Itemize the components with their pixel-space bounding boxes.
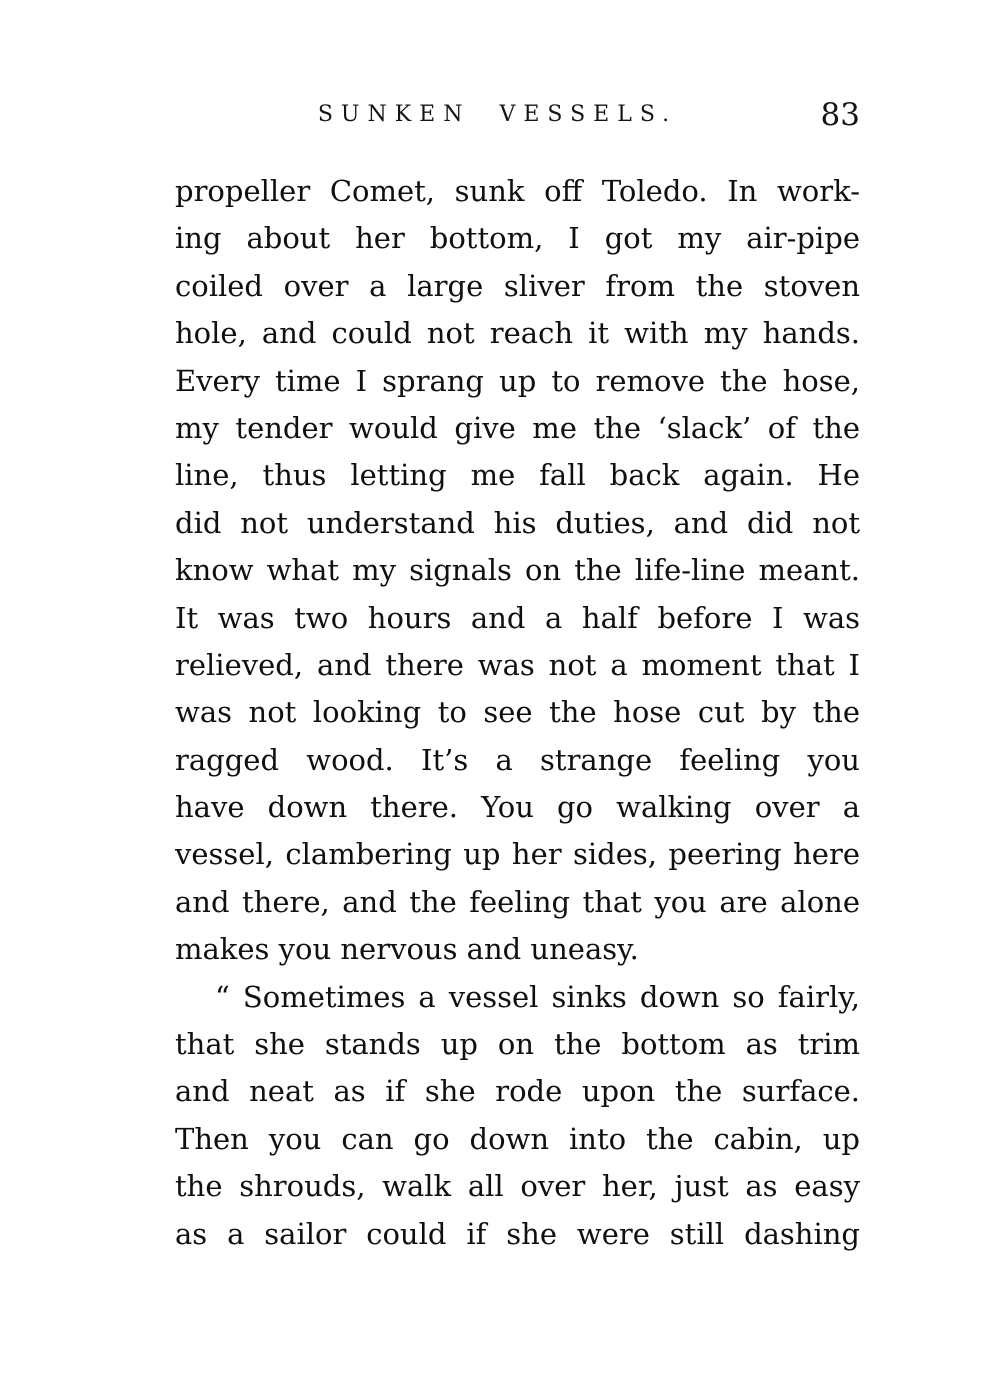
text-line: Then you can go down into the cabin, up (175, 1121, 860, 1156)
text-line: makes you nervous and uneasy. (175, 932, 639, 967)
text-line: know what my signals on the life-line meant. (175, 553, 860, 588)
text-line: It was two hours and a half before I was (175, 600, 860, 635)
text-line: vessel, clambering up her sides, peering here (175, 837, 860, 872)
running-header (175, 94, 860, 136)
text-line: coiled over a large sliver from the stoven (175, 268, 860, 303)
text-line: the shrouds, walk all over her, just as easy (175, 1169, 860, 1204)
text-line: and neat as if she rode upon the surface. (175, 1074, 860, 1109)
body-text (175, 168, 860, 1258)
text-line: relieved, and there was not a moment that I (175, 647, 860, 682)
text-line: have down there. You go walking over a (175, 790, 860, 825)
text-line: hole, and could not reach it with my hands. (175, 316, 860, 351)
text-line: Every time I sprang up to remove the hose, (175, 363, 860, 398)
text-line: and there, and the feeling that you are alone (175, 884, 860, 919)
text-line: did not understand his duties, and did not (175, 505, 860, 540)
text-line: that she stands up on the bottom as trim (175, 1027, 860, 1062)
running-title: SUNKEN VESSELS. (317, 102, 678, 127)
text-line: propeller Comet, sunk off Toledo. In work- (175, 174, 860, 208)
page-number: 83 (820, 97, 860, 133)
text-line: as a sailor could if she were still dashing (175, 1216, 860, 1251)
text-line: was not looking to see the hose cut by the (175, 695, 860, 730)
text-line: ragged wood. It’s a strange feeling you (175, 742, 860, 777)
text-line: ing about her bottom, I got my air-pipe (175, 221, 860, 256)
text-line: “ Sometimes a vessel sinks down so fairly, (215, 979, 860, 1014)
text-line: line, thus letting me fall back again. He (175, 458, 860, 493)
text-line: my tender would give me the ‘slack’ of the (175, 410, 860, 445)
